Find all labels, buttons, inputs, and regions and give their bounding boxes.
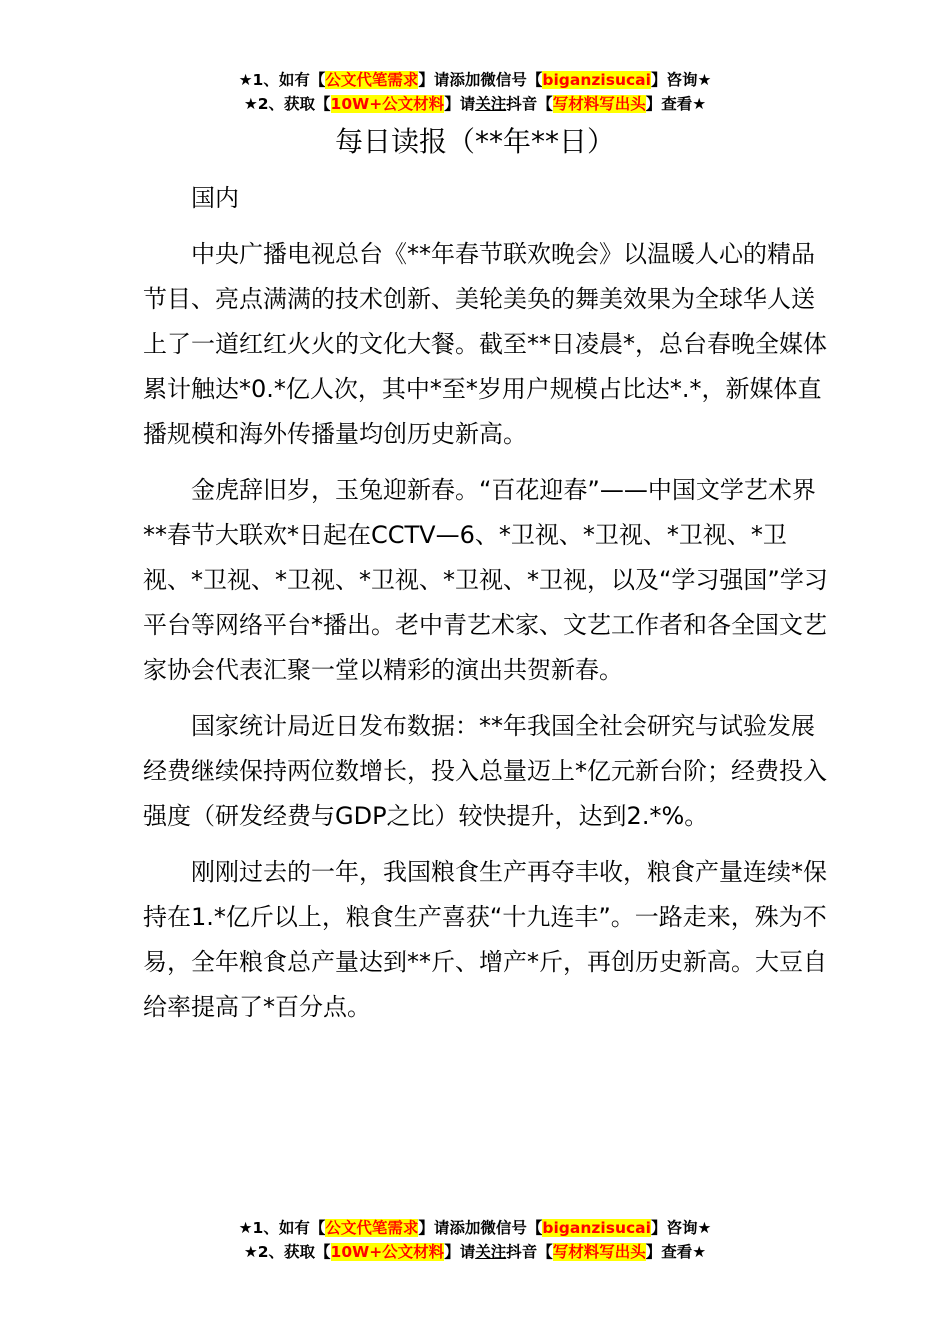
promo-text: 】请	[418, 1219, 450, 1237]
promo-highlight: 写材料写出头	[552, 1243, 646, 1261]
promo-line-2	[0, 92, 950, 116]
promo-emphasis: 添加	[449, 71, 481, 89]
promo-text: 】请	[444, 95, 476, 113]
promo-text: 】咨询★	[650, 1219, 712, 1237]
promo-line-1	[0, 68, 950, 92]
promo-text: 】咨询★	[650, 71, 712, 89]
promo-highlight: biganzisucai	[542, 1219, 651, 1237]
document-title: 每日读报（**年**日）	[334, 125, 615, 158]
promo-highlight: 10W+公文材料	[330, 1243, 445, 1261]
promo-text: 抖音【	[506, 95, 553, 113]
promo-text: 】请	[444, 1243, 476, 1261]
promo-text: ★2、获取【	[243, 95, 331, 113]
promo-text: 】查看★	[645, 95, 707, 113]
promo-line-2	[0, 1240, 950, 1264]
promo-text: ★2、获取【	[243, 1243, 331, 1261]
top-promo-banner	[0, 68, 950, 116]
document-body	[143, 176, 833, 1041]
promo-text: 微信号【	[480, 1219, 543, 1237]
promo-highlight: 公文代笔需求	[325, 71, 419, 89]
promo-emphasis: 关注	[475, 1243, 507, 1261]
section-heading: 国内	[191, 184, 239, 212]
promo-emphasis: 添加	[449, 1219, 481, 1237]
promo-text: ★1、如有【	[238, 71, 326, 89]
promo-text: 】查看★	[645, 1243, 707, 1261]
promo-line-1	[0, 1216, 950, 1240]
promo-highlight: biganzisucai	[542, 71, 651, 89]
promo-text: 抖音【	[506, 1243, 553, 1261]
promo-text: 】请	[418, 71, 450, 89]
paragraph: 刚刚过去的一年，我国粮食生产再夺丰收，粮食产量连续*保持在1.*亿斤以上，粮食生产喜获“十九连丰”。一路走来，殊为不易，全年粮食总产量达到**斤、增产*斤，再创历史新高。大豆自给率提高了*百分点。	[143, 858, 827, 1021]
promo-highlight: 10W+公文材料	[330, 95, 445, 113]
paragraph: 中央广播电视总台《**年春节联欢晚会》以温暖人心的精品节目、亮点满满的技术创新、美轮美奂的舞美效果为全球华人送上了一道红红火火的文化大餐。截至**日凌晨*，总台春晚全媒体累计触达*0.*亿人次，其中*至*岁用户规模占比达*.*，新媒体直播规模和海外传播量均创历史新高。	[143, 240, 827, 448]
paragraph: 金虎辞旧岁，玉兔迎新春。“百花迎春”——中国文学艺术界**春节大联欢*日起在CCTV—6、*卫视、*卫视、*卫视、*卫视、*卫视、*卫视、*卫视、*卫视、*卫视，以及“学习强国”学习平台等网络平台*播出。老中青艺术家、文艺工作者和各全国文艺家协会代表汇聚一堂以精彩的演出共贺新春。	[143, 476, 828, 684]
bottom-promo-banner	[0, 1216, 950, 1264]
promo-text: ★1、如有【	[238, 1219, 326, 1237]
promo-emphasis: 关注	[475, 95, 507, 113]
promo-highlight: 写材料写出头	[552, 95, 646, 113]
promo-highlight: 公文代笔需求	[325, 1219, 419, 1237]
promo-text: 微信号【	[480, 71, 543, 89]
paragraph: 国家统计局近日发布数据：**年我国全社会研究与试验发展经费继续保持两位数增长，投入总量迈上*亿元新台阶；经费投入强度（研发经费与GDP之比）较快提升，达到2.*%。	[143, 712, 827, 830]
